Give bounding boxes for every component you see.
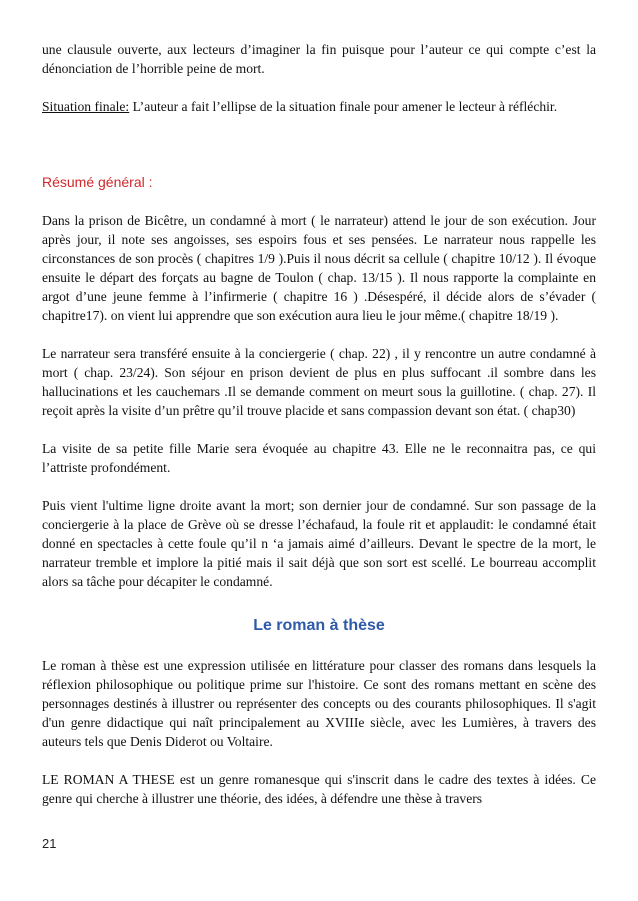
intro-paragraph: une clausule ouverte, aux lecteurs d’imaginer la fin puisque pour l’auteur ce qui compte c’est la dénonciation de l’horrible peine de mort. bbox=[42, 42, 596, 76]
resume-heading: Résumé général : bbox=[42, 174, 153, 190]
roman-paragraph-1: Le roman à thèse est une expression utilisée en littérature pour classer des romans dans lesquels la réflexion philosophique ou politique prime sur l'histoire. Ce sont des romans mettant en scène des personnages destinés à illustrer ou représenter des concepts ou des courants philosophiques. Il s'agit d'un genre didactique qui naît principalement au XVIIIe siècle, avec les Lumières, à travers des auteurs tels que Denis Diderot ou Voltaire. bbox=[42, 658, 596, 749]
resume-paragraph-1: Dans la prison de Bicêtre, un condamné à mort ( le narrateur) attend le jour de son exécution. Jour après jour, il note ses angoisses, ses espoirs fous et ses pensées. Le narrateur nous rappelle les circonstances de son procès ( chapitres 1/9 ).Puis il nous décrit sa cellule ( chapitre 10/12 ). Il évoque ensuite le départ des forçats au bagne de Toulon ( chap. 13/15 ). Il nous rapporte la complainte en argot d’une jeune femme à l’infirmerie ( chapitre 16 ) .Désespéré, il décide alors de s’évader ( chapitre17). on vient lui apprendre que son exécution aura lieu le jour même.( chapitre 18/19 ). bbox=[42, 213, 596, 323]
roman-paragraph-2: LE ROMAN A THESE est un genre romanesque qui s'inscrit dans le cadre des textes à idées. Ce genre qui cherche à illustrer une théorie, des idées, à défendre une thèse à travers bbox=[42, 772, 596, 806]
situation-finale-paragraph bbox=[42, 97, 596, 116]
spacer bbox=[42, 591, 596, 615]
resume-paragraph-4: Puis vient l'ultime ligne droite avant la mort; son dernier jour de condamné. Sur son passage de la conciergerie à la place de Grève où se dresse l’échafaud, la foule rit et applaudit: le condamné était donné en spectacles à cette foule qu’il n ‘a jamais aimé d’ailleurs. Devant le spectre de la mort, le narrateur tremble et implore la pitié mais il sait déjà que son sort est scellé. Le bourreau accomplit alors sa tâche pour décapiter le condamné. bbox=[42, 498, 596, 589]
resume-paragraph-3: La visite de sa petite fille Marie sera évoquée au chapitre 43. Elle ne le reconnaitra pas, ce qui l’attriste profondément. bbox=[42, 441, 596, 475]
situation-finale-text: L’auteur a fait l’ellipse de la situation finale pour amener le lecteur à réfléchir. bbox=[129, 99, 558, 114]
roman-heading: Le roman à thèse bbox=[253, 617, 385, 634]
resume-paragraph-2: Le narrateur sera transféré ensuite à la conciergerie ( chap. 22) , il y rencontre un autre condamné à mort ( chap. 23/24). Son séjour en prison devient de plus en plus suffocant .il sombre dans les hallucinations et les cauchemars .Il se demande comment on meurt sous la guillotine. ( chap. 27). Il reçoit après la visite d’un prêtre qu’il trouve placide et sans compassion devant son état. ( chap30) bbox=[42, 346, 596, 418]
page-number: 21 bbox=[42, 836, 57, 851]
situation-finale-label: Situation finale: bbox=[42, 99, 130, 114]
spacer bbox=[42, 116, 596, 173]
